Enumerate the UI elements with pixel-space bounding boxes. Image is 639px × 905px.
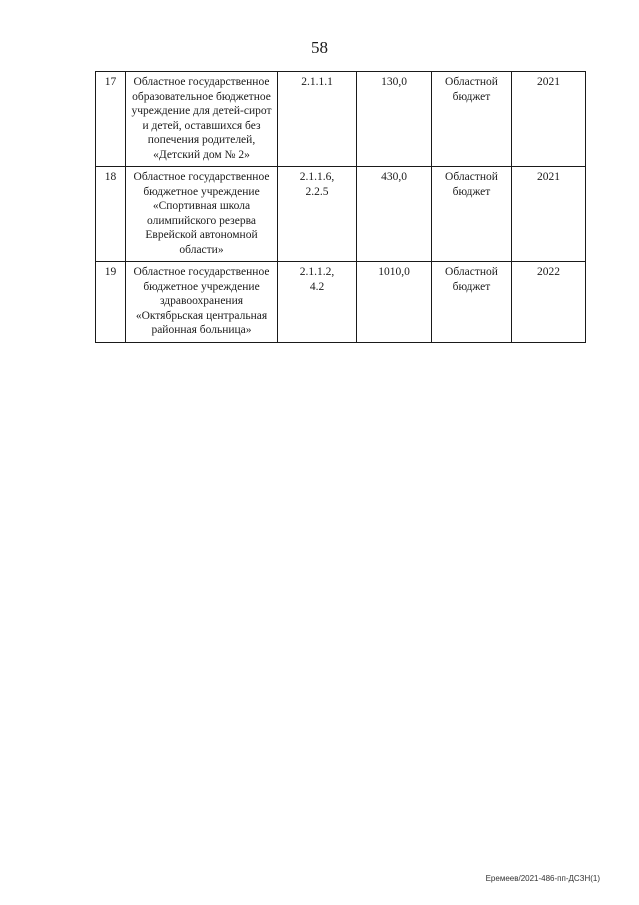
name-line: бюджетное учреждение — [143, 280, 260, 293]
table-row — [96, 167, 586, 262]
name-line: Еврейской автономной — [145, 229, 258, 241]
name-line: Областное государственное — [133, 76, 270, 88]
name-line: и детей, оставшихся без — [142, 119, 261, 132]
document-reference: Еремеев/2021-486-пп-ДСЗН(1) — [485, 874, 600, 883]
year-cell: 2021 — [512, 72, 586, 167]
name-line: учреждение для детей-сирот — [131, 105, 272, 117]
amount-cell: 130,0 — [357, 72, 432, 167]
source-line: Областной — [445, 266, 498, 278]
name-line: «Спортивная школа — [152, 200, 251, 212]
name-line: «Детский дом № 2» — [153, 148, 250, 161]
code-line: 2.2.5 — [305, 185, 329, 198]
code-line: 2.1.1.2, — [299, 266, 335, 278]
table-row — [96, 262, 586, 343]
amount-cell: 1010,0 — [357, 262, 432, 343]
code-line: 4.2 — [309, 280, 325, 293]
name-line: Областное государственное — [133, 171, 270, 183]
name-line: попечения родителей, — [147, 134, 256, 146]
row-number-cell: 17 — [96, 72, 126, 167]
source-line: бюджет — [452, 185, 491, 198]
row-number-cell: 18 — [96, 167, 126, 262]
name-line: районная больница» — [151, 324, 252, 336]
funding-source-cell — [432, 167, 512, 262]
funding-source-cell — [432, 72, 512, 167]
name-line: олимпийского резерва — [147, 214, 256, 227]
table-row — [96, 72, 586, 167]
name-line: области» — [179, 243, 224, 256]
name-line: образовательное бюджетное — [132, 90, 271, 103]
program-code-cell — [278, 72, 357, 167]
institution-name-cell — [126, 167, 278, 262]
name-line: Областное государственное — [133, 266, 270, 278]
amount-cell: 430,0 — [357, 167, 432, 262]
year-cell: 2021 — [512, 167, 586, 262]
source-line: Областной — [445, 171, 498, 183]
program-code-cell — [278, 167, 357, 262]
program-code-cell — [278, 262, 357, 343]
code-line: 2.1.1.1 — [301, 76, 333, 88]
name-line: бюджетное учреждение — [143, 185, 260, 198]
row-number-cell: 19 — [96, 262, 126, 343]
institution-name-cell — [126, 72, 278, 167]
name-line: здравоохранения — [159, 295, 244, 307]
data-table — [95, 71, 586, 343]
source-line: бюджет — [452, 90, 491, 103]
funding-source-cell — [432, 262, 512, 343]
name-line: «Октябрьская центральная — [135, 309, 268, 322]
source-line: Областной — [445, 76, 498, 88]
source-line: бюджет — [452, 280, 491, 293]
year-cell: 2022 — [512, 262, 586, 343]
institution-name-cell — [126, 262, 278, 343]
code-line: 2.1.1.6, — [299, 171, 335, 183]
page-number: 58 — [311, 38, 328, 57]
